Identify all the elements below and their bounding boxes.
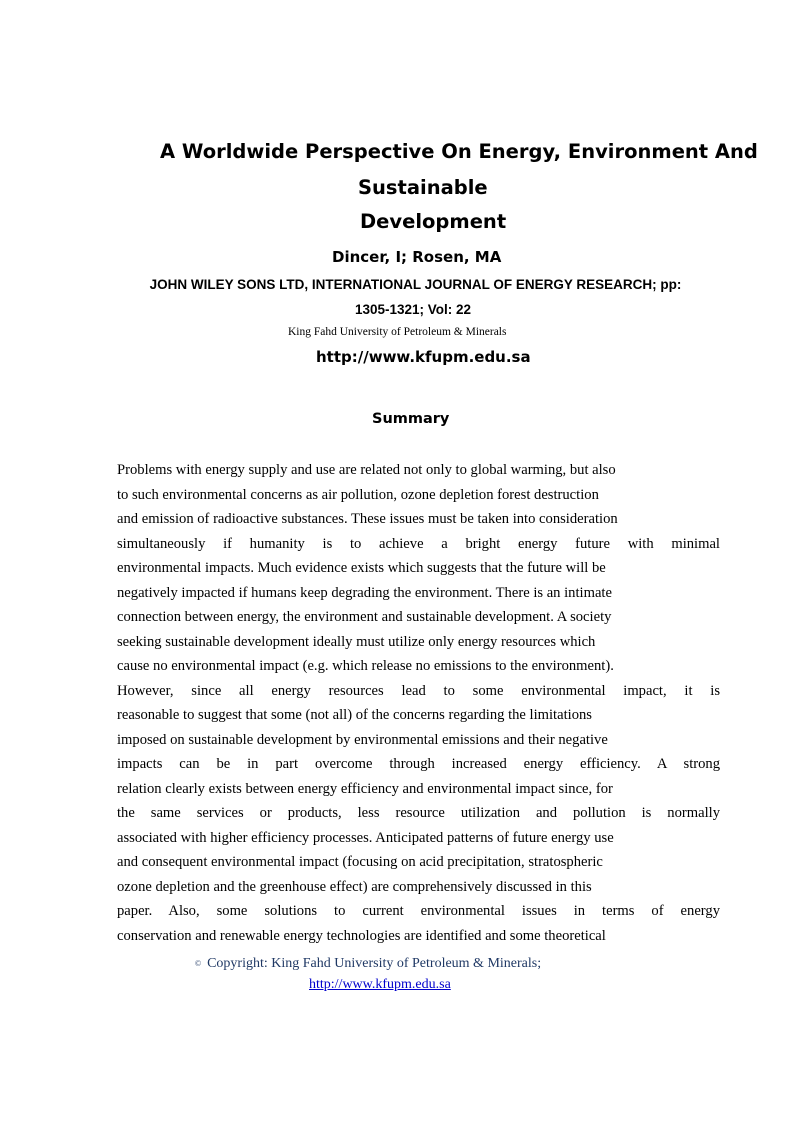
summary-heading: Summary xyxy=(372,411,450,427)
summary-line: relation clearly exists between energy efficiency and environmental impact since, for xyxy=(117,780,613,797)
copyright-symbol: © xyxy=(195,959,202,969)
summary-line: conservation and renewable energy technologies are identified and some theoretical xyxy=(117,927,606,944)
title-line-1: A Worldwide Perspective On Energy, Environment And xyxy=(160,140,758,163)
summary-line: and emission of radioactive substances. These issues must be taken into consideration xyxy=(117,511,618,527)
summary-body xyxy=(117,458,720,948)
summary-line: and consequent environmental impact (focusing on acid precipitation, stratospheric xyxy=(117,854,603,870)
summary-line: impacts can be in part overcome through increased energy efficiency. A strong xyxy=(117,756,720,772)
summary-line: seeking sustainable development ideally must utilize only energy resources which xyxy=(117,633,596,650)
summary-line: cause no environmental impact (e.g. which release no emissions to the environment). xyxy=(117,658,614,674)
summary-line: the same services or products, less resource utilization and pollution is normally xyxy=(117,805,720,821)
summary-line: imposed on sustainable development by environmental emissions and their negative xyxy=(117,731,608,748)
summary-line: environmental impacts. Much evidence exists which suggests that the future will be xyxy=(117,560,606,576)
title-line-2: Sustainable xyxy=(358,176,488,199)
footer-url-link[interactable]: http://www.kfupm.edu.sa xyxy=(309,977,451,992)
title-line-3: Development xyxy=(360,210,507,233)
summary-line: Problems with energy supply and use are related not only to global warming, but also xyxy=(117,462,616,478)
summary-line: negatively impacted if humans keep degrading the environment. There is an intimate xyxy=(117,584,612,601)
summary-line: reasonable to suggest that some (not all) of the concerns regarding the limitations xyxy=(117,707,592,723)
summary-line: However, since all energy resources lead to some environmental impact, it is xyxy=(117,682,720,699)
summary-line: simultaneously if humanity is to achieve a bright energy future with minimal xyxy=(117,535,720,552)
summary-line: ozone depletion and the greenhouse effect) are comprehensively discussed in this xyxy=(117,878,592,895)
summary-line: associated with higher efficiency processes. Anticipated patterns of future energy use xyxy=(117,829,614,846)
summary-line: connection between energy, the environment and sustainable development. A society xyxy=(117,609,612,625)
journal-line-2: 1305-1321; Vol: 22 xyxy=(355,302,472,317)
summary-line: to such environmental concerns as air pollution, ozone depletion forest destruction xyxy=(117,486,599,503)
header-url[interactable]: http://www.kfupm.edu.sa xyxy=(316,348,531,366)
summary-line: paper. Also, some solutions to current environmental issues in terms of energy xyxy=(117,903,720,919)
copyright-text: Copyright: King Fahd University of Petroleum & Minerals; xyxy=(207,956,542,971)
copyright-notice xyxy=(195,956,541,972)
institution: King Fahd University of Petroleum & Minerals xyxy=(288,326,507,338)
journal-line-1: JOHN WILEY SONS LTD, INTERNATIONAL JOURNAL OF ENERGY RESEARCH; pp: xyxy=(149,277,682,292)
authors: Dincer, I; Rosen, MA xyxy=(332,248,502,266)
